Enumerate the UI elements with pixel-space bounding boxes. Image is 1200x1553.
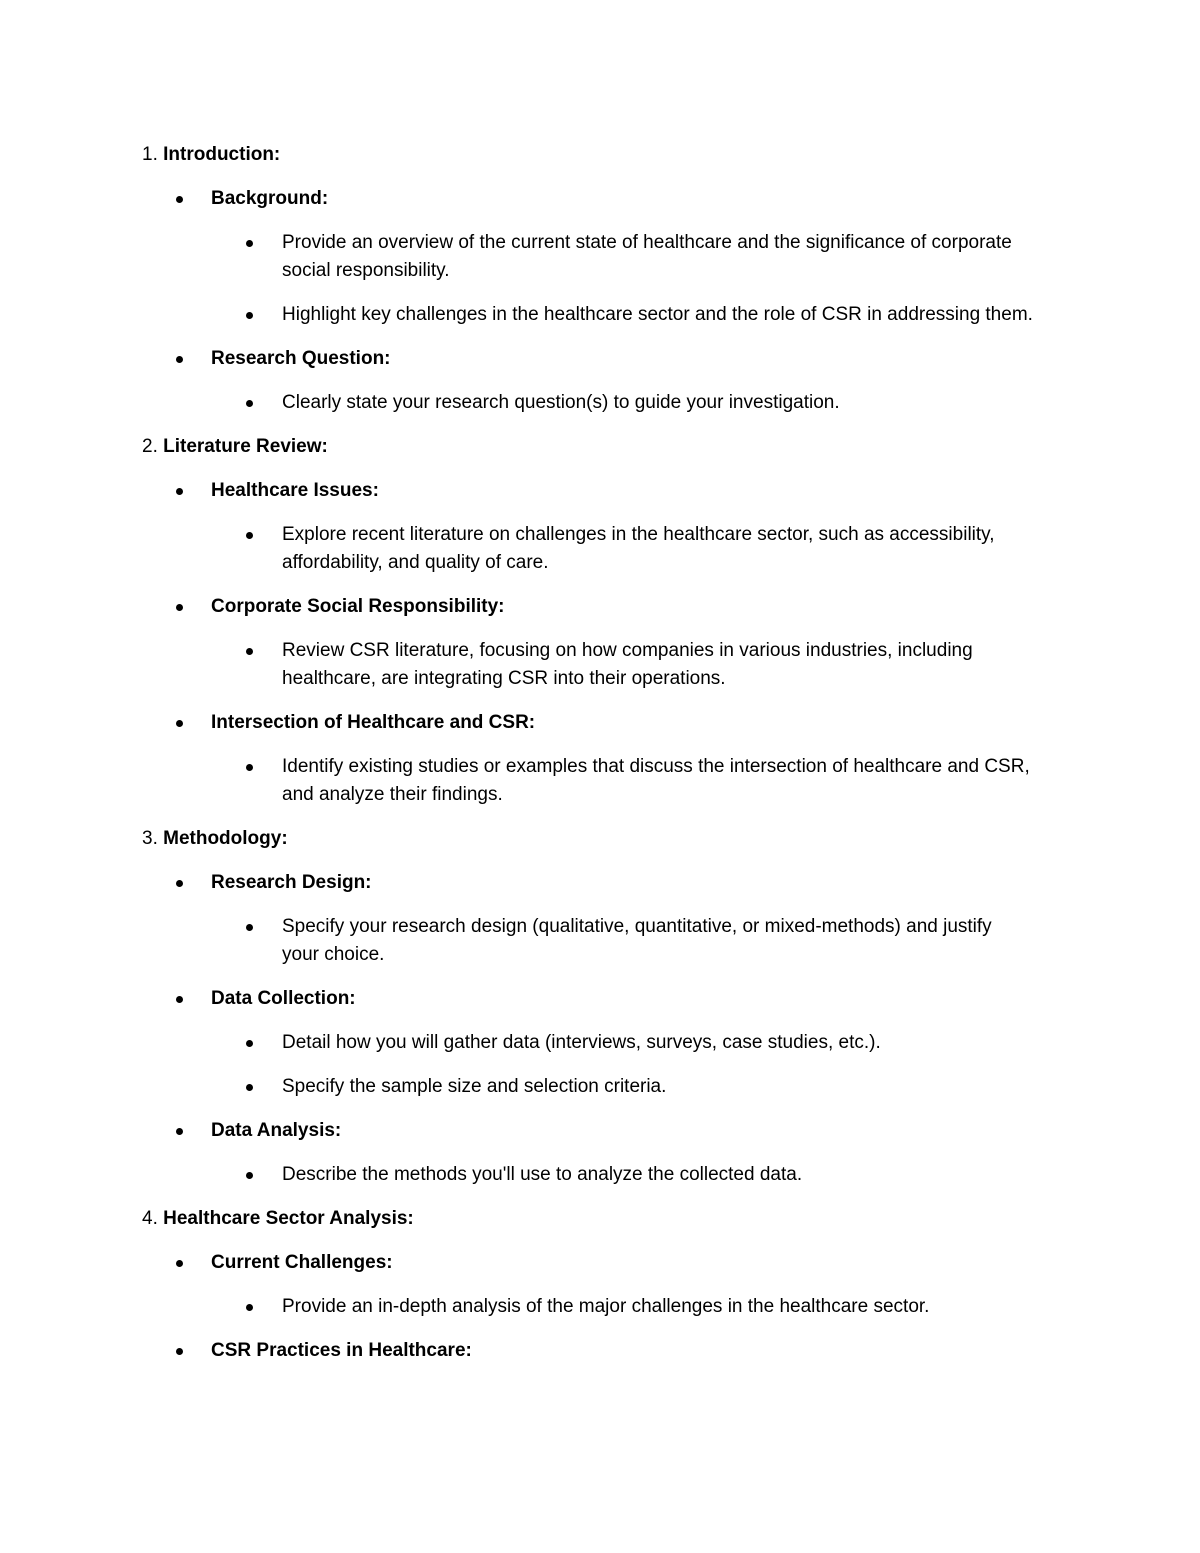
- bullet-text: social responsibility.: [282, 260, 450, 281]
- bullet-text: and analyze their findings.: [282, 784, 503, 805]
- bullet-icon: [246, 1172, 253, 1179]
- subsection-title: Current Challenges:: [211, 1252, 393, 1273]
- bullet-text: Provide an overview of the current state of healthcare and the significance of corporate: [282, 232, 1012, 253]
- bullet-icon: [176, 604, 183, 611]
- subsection-title: Healthcare Issues:: [211, 480, 379, 501]
- bullet-text: Explore recent literature on challenges in the healthcare sector, such as accessibility,: [282, 524, 995, 545]
- bullet-icon: [246, 1040, 253, 1047]
- bullet-icon: [246, 648, 253, 655]
- bullet-text: Detail how you will gather data (interviews, surveys, case studies, etc.).: [282, 1032, 881, 1053]
- bullet-text: Clearly state your research question(s) to guide your investigation.: [282, 392, 840, 413]
- bullet-text: Describe the methods you'll use to analyze the collected data.: [282, 1164, 803, 1185]
- section-heading: [142, 433, 328, 461]
- subsection-title: Research Design:: [211, 872, 372, 893]
- bullet-text: Specify your research design (qualitative, quantitative, or mixed-methods) and justify: [282, 916, 992, 937]
- bullet-icon: [176, 720, 183, 727]
- section-heading: [142, 141, 280, 169]
- bullet-icon: [176, 356, 183, 363]
- bullet-text: Review CSR literature, focusing on how companies in various industries, including: [282, 640, 973, 661]
- bullet-icon: [176, 996, 183, 1003]
- bullet-icon: [246, 924, 253, 931]
- bullet-icon: [246, 312, 253, 319]
- bullet-icon: [176, 196, 183, 203]
- bullet-icon: [246, 240, 253, 247]
- section-title: Introduction:: [163, 144, 281, 165]
- section-number: 2.: [142, 436, 164, 457]
- bullet-text: your choice.: [282, 944, 385, 965]
- section-title: Literature Review:: [163, 436, 328, 457]
- section-number: 3.: [142, 828, 164, 849]
- bullet-text: Provide an in-depth analysis of the major challenges in the healthcare sector.: [282, 1296, 930, 1317]
- bullet-icon: [246, 1304, 253, 1311]
- section-number: 1.: [142, 144, 164, 165]
- subsection-title: Corporate Social Responsibility:: [211, 596, 505, 617]
- bullet-text: healthcare, are integrating CSR into their operations.: [282, 668, 726, 689]
- bullet-icon: [246, 532, 253, 539]
- bullet-text: Specify the sample size and selection criteria.: [282, 1076, 667, 1097]
- subsection-title: Research Question:: [211, 348, 391, 369]
- subsection-title: CSR Practices in Healthcare:: [211, 1340, 472, 1361]
- bullet-icon: [246, 764, 253, 771]
- bullet-icon: [176, 1128, 183, 1135]
- subsection-title: Data Collection:: [211, 988, 356, 1009]
- section-heading: [142, 1205, 414, 1233]
- bullet-text: Highlight key challenges in the healthcare sector and the role of CSR in addressing them.: [282, 304, 1033, 325]
- bullet-icon: [176, 488, 183, 495]
- bullet-icon: [246, 1084, 253, 1091]
- bullet-icon: [176, 1260, 183, 1267]
- section-number: 4.: [142, 1208, 164, 1229]
- subsection-title: Data Analysis:: [211, 1120, 342, 1141]
- bullet-icon: [246, 400, 253, 407]
- bullet-text: Identify existing studies or examples that discuss the intersection of healthcare and CSR,: [282, 756, 1030, 777]
- bullet-icon: [176, 880, 183, 887]
- subsection-title: Intersection of Healthcare and CSR:: [211, 712, 536, 733]
- section-title: Healthcare Sector Analysis:: [163, 1208, 414, 1229]
- bullet-icon: [176, 1348, 183, 1355]
- section-title: Methodology:: [163, 828, 288, 849]
- subsection-title: Background:: [211, 188, 329, 209]
- section-heading: [142, 825, 288, 853]
- bullet-text: affordability, and quality of care.: [282, 552, 549, 573]
